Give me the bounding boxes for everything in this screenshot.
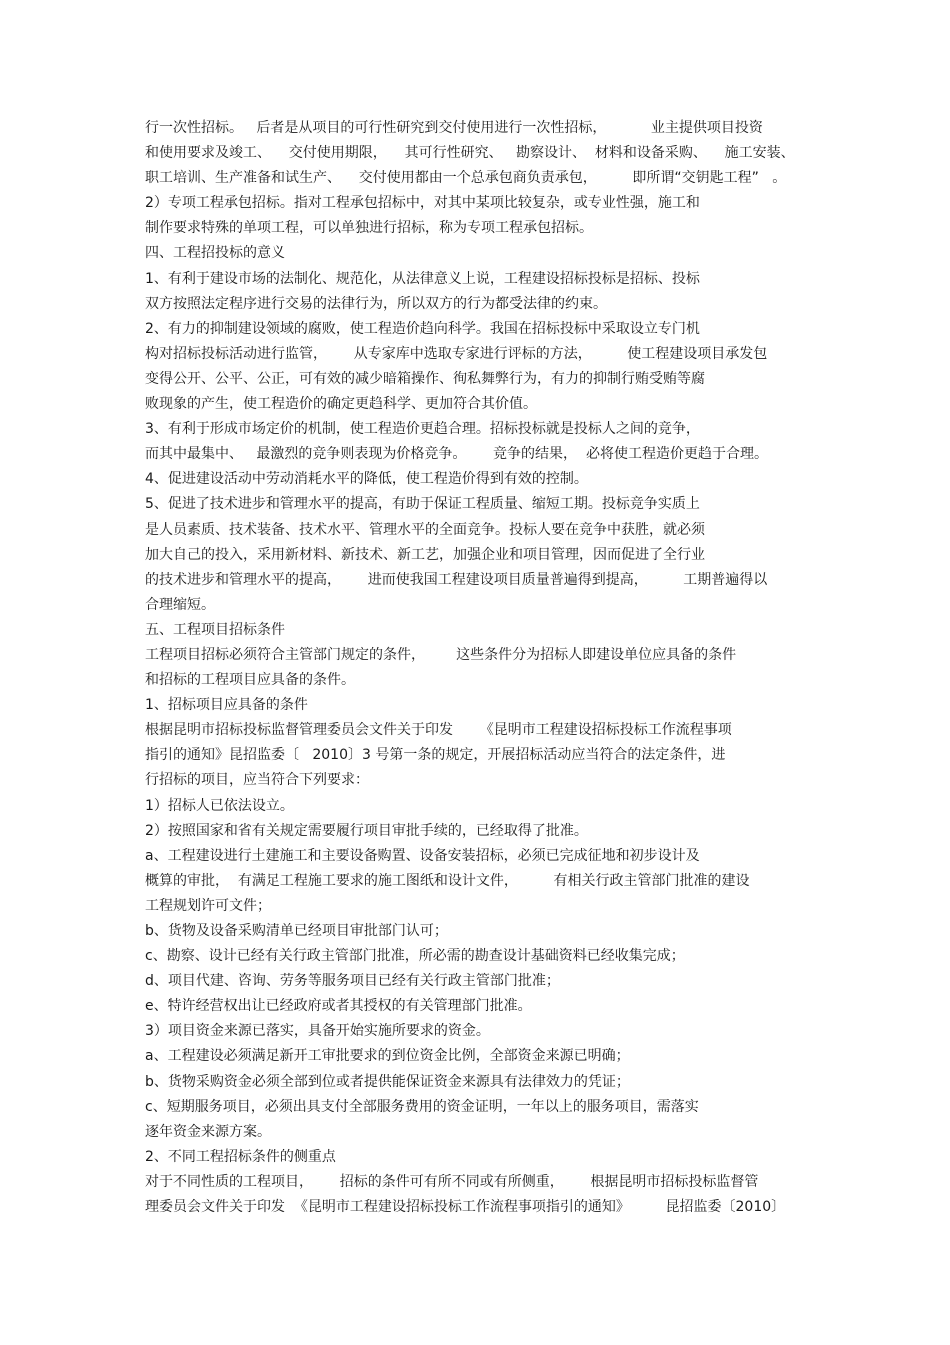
text-line: 3）项目资金来源已落实，具备开始实施所要求的资金。 <box>145 1023 490 1040</box>
text-line: 是人员素质、技术装备、技术水平、管理水平的全面竞争。投标人要在竞争中获胜，就必须 <box>145 521 705 538</box>
text-line: b、货物及设备采购清单已经项目审批部门认可； <box>145 923 448 939</box>
text-line: 行招标的项目，应当符合下列要求： <box>145 772 369 789</box>
text-line: 四、工程招投标的意义 <box>145 245 285 262</box>
text-line: 对于不同性质的工程项目， 招标的条件可有所不同或有所侧重， 根据昆明市招标投标监督管 <box>145 1173 759 1190</box>
text-line: e、特许经营权出让已经政府或者其授权的有关管理部门批准。 <box>145 998 532 1015</box>
text-line: 职工培训、生产准备和试生产、 交付使用都由一个总承包商负责承包， 即所谓“交钥匙工程” 。 <box>145 170 787 187</box>
text-line: d、项目代建、咨询、劳务等服务项目已经有关行政主管部门批准； <box>145 973 560 990</box>
text-line: 1、招标项目应具备的条件 <box>145 697 308 714</box>
text-line: 理委员会文件关于印发 《昆明市工程建设招标投标工作流程事项指引的通知》 昆招监委〔2010〕 <box>145 1199 786 1216</box>
body-text <box>145 116 815 1220</box>
text-line: 3、有利于形成市场定价的机制，使工程造价更趋合理。招标投标就是投标人之间的竞争， <box>145 421 700 438</box>
text-line: 指引的通知》昆招监委〔 2010〕3 号第一条的规定，开展招标活动应当符合的法定条件，进 <box>145 747 726 764</box>
text-line: 构对招标投标活动进行监管， 从专家库中选取专家进行评标的方法， 使工程建设项目承发包 <box>145 345 768 362</box>
text-line: 工程项目招标必须符合主管部门规定的条件， 这些条件分为招标人即建设单位应具备的条件 <box>145 646 737 663</box>
text-line: 而其中最集中、 最激烈的竞争则表现为价格竞争。 竞争的结果， 必将使工程造价更趋于合理。 <box>145 446 768 463</box>
text-line: c、短期服务项目，必须出具支付全部服务费用的资金证明，一年以上的服务项目，需落实 <box>145 1098 699 1115</box>
text-line: 行一次性招标。 后者是从项目的可行性研究到交付使用进行一次性招标， 业主提供项目投资 <box>145 120 763 136</box>
text-line: 概算的审批， 有满足工程施工要求的施工图纸和设计文件， 有相关行政主管部门批准的建设 <box>145 872 750 889</box>
text-line: 逐年资金来源方案。 <box>145 1123 271 1140</box>
text-line: 制作要求特殊的单项工程，可以单独进行招标，称为专项工程承包招标。 <box>145 220 593 237</box>
text-line: 5、促进了技术进步和管理水平的提高，有助于保证工程质量、缩短工期。投标竞争实质上 <box>145 496 700 513</box>
text-line: 变得公开、公平、公正，可有效的减少暗箱操作、徇私舞弊行为，有力的抑制行贿受贿等腐 <box>145 370 705 387</box>
text-line: c、勘察、设计已经有关行政主管部门批准，所必需的勘查设计基础资料已经收集完成； <box>145 948 685 965</box>
text-line: 合理缩短。 <box>145 596 215 613</box>
text-line: a、工程建设进行土建施工和主要设备购置、设备安装招标，必须已完成征地和初步设计及 <box>145 847 700 864</box>
text-line: 的技术进步和管理水平的提高， 进而使我国工程建设项目质量普遍得到提高， 工期普遍得以 <box>145 571 768 588</box>
text-line: 2、不同工程招标条件的侧重点 <box>145 1148 336 1165</box>
text-line: 工程规划许可文件； <box>145 897 271 914</box>
text-line: 2）按照国家和省有关规定需要履行项目审批手续的，已经取得了批准。 <box>145 822 588 839</box>
text-line: 2）专项工程承包招标。指对工程承包招标中，对其中某项比较复杂，或专业性强，施工和 <box>145 195 700 212</box>
text-line: a、工程建设必须满足新开工审批要求的到位资金比例，全部资金来源已明确； <box>145 1048 630 1065</box>
text-line: 加大自己的投入，采用新材料、新技术、新工艺，加强企业和项目管理，因而促进了全行业 <box>145 546 705 563</box>
text-line: 五、工程项目招标条件 <box>145 621 285 638</box>
text-line: 4、促进建设活动中劳动消耗水平的降低，使工程造价得到有效的控制。 <box>145 471 588 488</box>
text-line: 根据昆明市招标投标监督管理委员会文件关于印发 《昆明市工程建设招标投标工作流程事项 <box>145 722 732 739</box>
text-line: 2、有力的抑制建设领域的腐败，使工程造价趋向科学。我国在招标投标中采取设立专门机 <box>145 320 700 337</box>
text-line: b、货物采购资金必须全部到位或者提供能保证资金来源具有法律效力的凭证； <box>145 1073 630 1090</box>
text-line: 1）招标人已依法设立。 <box>145 797 294 814</box>
text-line: 和使用要求及竣工、 交付使用期限， 其可行性研究、 勘察设计、 材料和设备采购、 施工安装、 <box>145 145 795 162</box>
text-line: 和招标的工程项目应具备的条件。 <box>145 672 355 689</box>
text-line: 败现象的产生，使工程造价的确定更趋科学、更加符合其价值。 <box>145 396 537 413</box>
text-line: 1、有利于建设市场的法制化、规范化，从法律意义上说，工程建设招标投标是招标、投标 <box>145 270 700 287</box>
text-line: 双方按照法定程序进行交易的法律行为，所以双方的行为都受法律的约束。 <box>145 295 607 312</box>
